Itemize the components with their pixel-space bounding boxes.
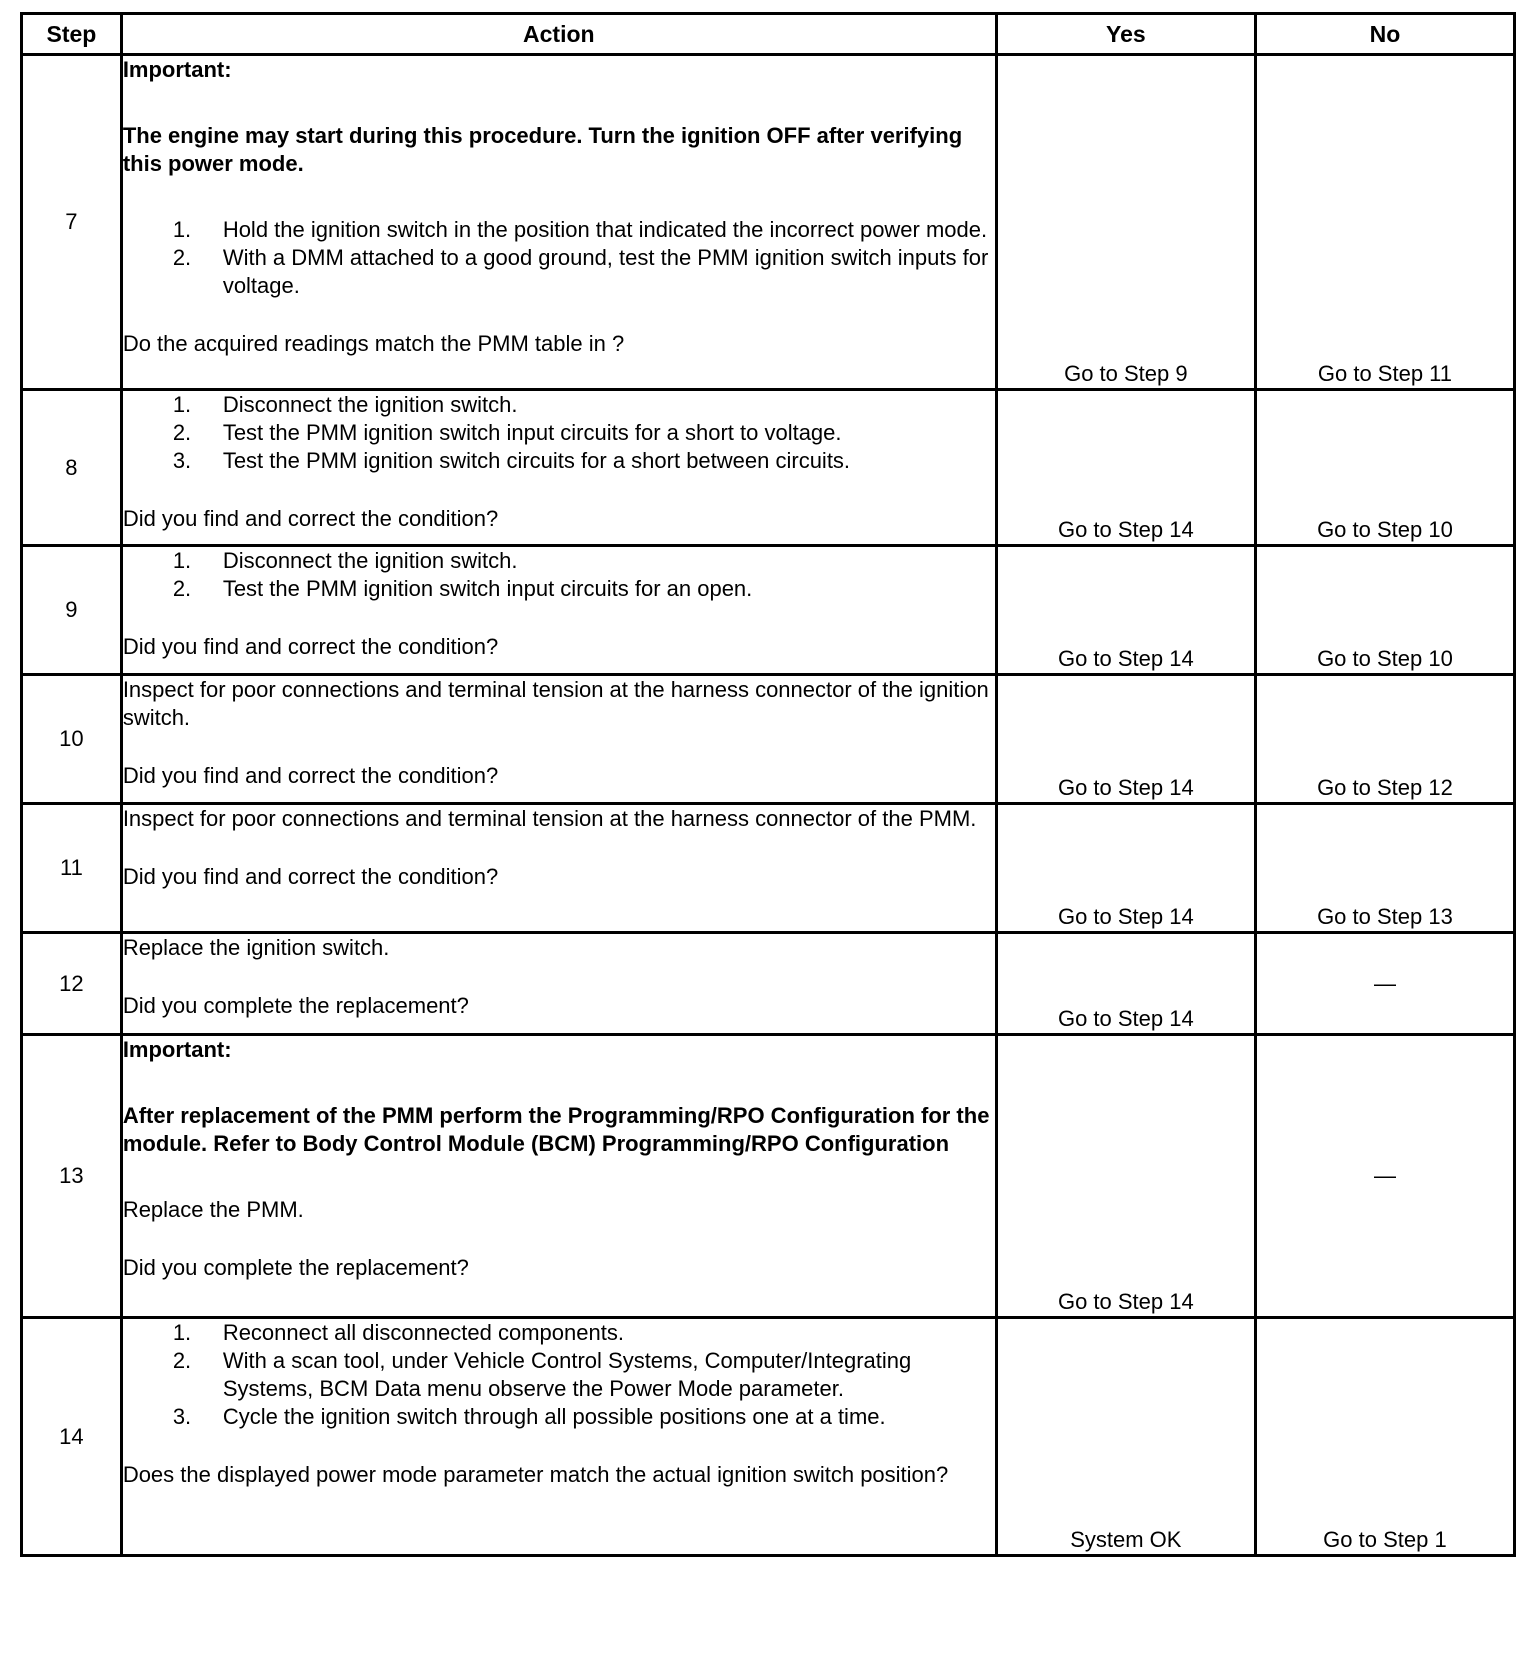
question-text: Does the displayed power mode parameter match the actual ignition switch position? <box>122 1462 949 1487</box>
table-row <box>22 675 1515 804</box>
yes-cell: Go to Step 14 <box>996 546 1255 675</box>
table-row <box>22 933 1515 1035</box>
table-row <box>22 1318 1515 1556</box>
action-list <box>123 547 995 603</box>
important-label: Important: <box>122 1037 232 1062</box>
yes-cell: Go to Step 14 <box>996 933 1255 1035</box>
action-cell <box>121 546 996 675</box>
action-text: Inspect for poor connections and terminal tension at the harness connector of the ignition switch. <box>122 677 989 730</box>
header-yes: Yes <box>996 14 1255 55</box>
action-cell <box>121 804 996 933</box>
question-text: Did you find and correct the condition? <box>122 634 499 659</box>
no-cell: Go to Step 10 <box>1255 546 1514 675</box>
header-no: No <box>1255 14 1514 55</box>
header-action: Action <box>121 14 996 55</box>
important-text: The engine may start during this procedure. Turn the ignition OFF after verifying this power mode. <box>122 123 963 176</box>
yes-cell: Go to Step 14 <box>996 1035 1255 1318</box>
action-list <box>123 391 995 475</box>
action-cell <box>121 675 996 804</box>
action-cell <box>121 55 996 390</box>
question-text: Do the acquired readings match the PMM table in ? <box>122 331 625 356</box>
list-item: 1. Reconnect all disconnected components. <box>172 1320 624 1345</box>
list-item: 3. Test the PMM ignition switch circuits for a short between circuits. <box>172 448 851 473</box>
list-item: 2. Test the PMM ignition switch input circuits for an open. <box>172 576 753 601</box>
action-list <box>123 216 995 300</box>
yes-cell: Go to Step 9 <box>996 55 1255 390</box>
list-item: 1. Disconnect the ignition switch. <box>172 548 518 573</box>
diagnostic-table <box>20 12 1516 1557</box>
no-cell: Go to Step 10 <box>1255 390 1514 546</box>
step-number: 7 <box>22 55 122 390</box>
yes-cell: Go to Step 14 <box>996 675 1255 804</box>
no-cell: Go to Step 13 <box>1255 804 1514 933</box>
yes-cell: System OK <box>996 1318 1255 1556</box>
list-item: 1. Disconnect the ignition switch. <box>172 392 518 417</box>
no-cell: Go to Step 11 <box>1255 55 1514 390</box>
table-row <box>22 546 1515 675</box>
question-text: Did you find and correct the condition? <box>122 864 499 889</box>
list-item: 2. Test the PMM ignition switch input circuits for a short to voltage. <box>172 420 842 445</box>
yes-cell: Go to Step 14 <box>996 804 1255 933</box>
action-text: Replace the ignition switch. <box>122 935 390 960</box>
list-item: 3. Cycle the ignition switch through all possible positions one at a time. <box>172 1404 886 1429</box>
action-cell <box>121 390 996 546</box>
table-row <box>22 804 1515 933</box>
list-item: 2. With a DMM attached to a good ground, test the PMM ignition switch inputs for voltage. <box>172 245 989 298</box>
action-list <box>123 1319 995 1431</box>
no-cell: Go to Step 1 <box>1255 1318 1514 1556</box>
question-text: Did you complete the replacement? <box>122 1255 469 1280</box>
step-number: 14 <box>22 1318 122 1556</box>
no-cell: — <box>1255 933 1514 1035</box>
header-step: Step <box>22 14 122 55</box>
action-text: Inspect for poor connections and terminal tension at the harness connector of the PMM. <box>122 806 977 831</box>
list-item: 2. With a scan tool, under Vehicle Control Systems, Computer/Integrating Systems, BCM Data menu observe the Power Mode parameter. <box>172 1348 912 1401</box>
question-text: Did you complete the replacement? <box>122 993 469 1018</box>
header-row <box>22 14 1515 55</box>
question-text: Did you find and correct the condition? <box>122 763 499 788</box>
table-row <box>22 1035 1515 1318</box>
step-number: 8 <box>22 390 122 546</box>
step-number: 11 <box>22 804 122 933</box>
list-item: 1. Hold the ignition switch in the position that indicated the incorrect power mode. <box>172 217 988 242</box>
important-label: Important: <box>122 57 232 82</box>
yes-cell: Go to Step 14 <box>996 390 1255 546</box>
action-text: Replace the PMM. <box>122 1197 304 1222</box>
table-row <box>22 390 1515 546</box>
step-number: 13 <box>22 1035 122 1318</box>
question-text: Did you find and correct the condition? <box>122 506 499 531</box>
no-cell: — <box>1255 1035 1514 1318</box>
important-text: After replacement of the PMM perform the Programming/RPO Configuration for the module. Refer to Body Control Module (BCM) Programming/RPO Configuration <box>122 1103 990 1156</box>
action-cell <box>121 1318 996 1556</box>
no-cell: Go to Step 12 <box>1255 675 1514 804</box>
step-number: 10 <box>22 675 122 804</box>
table-row <box>22 55 1515 390</box>
step-number: 9 <box>22 546 122 675</box>
action-cell <box>121 933 996 1035</box>
action-cell <box>121 1035 996 1318</box>
step-number: 12 <box>22 933 122 1035</box>
